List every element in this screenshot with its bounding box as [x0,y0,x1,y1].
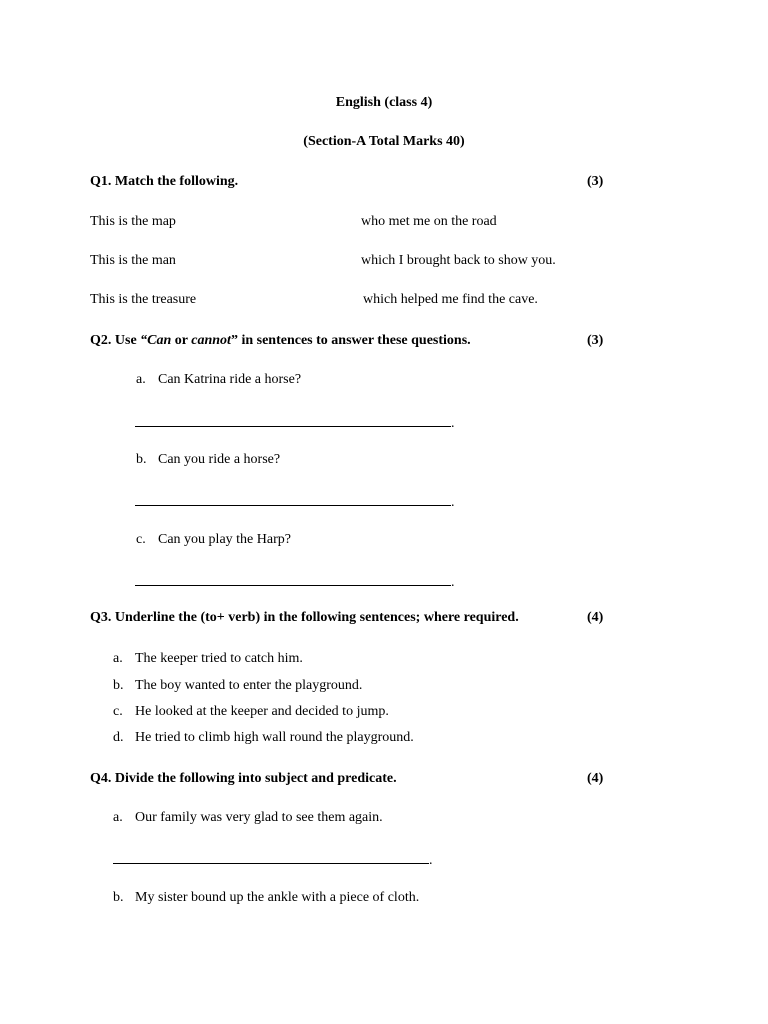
q3-item [113,703,389,721]
q3-item-text: The boy wanted to enter the playground. [135,678,363,693]
q1-marks: (3) [587,174,604,189]
q2-item-text: Can you play the Harp? [158,532,291,547]
answer-end: . [451,495,455,510]
answer-blank[interactable] [135,412,451,427]
q4-item [113,809,383,827]
q2-heading-prefix: Q2. Use [90,333,141,348]
q4-answer-line[interactable] [113,849,433,870]
q3-item [113,650,303,668]
q2-heading-can: “Can [140,333,172,348]
q2-item [136,531,291,549]
q3-item-label: d. [113,730,124,745]
q2-answer-line[interactable] [135,491,455,512]
answer-blank[interactable] [113,849,429,864]
q2-heading-suffix: ” in sentences to answer these questions. [230,333,471,348]
answer-blank[interactable] [135,491,451,506]
q3-heading: Q3. Underline the (to+ verb) in the following sentences; where required. [90,610,519,625]
q4-item-label: b. [113,890,124,905]
q1-left-item: This is the treasure [90,292,197,307]
q3-item [113,677,362,695]
q3-marks: (4) [587,610,604,625]
worksheet-title: English (class 4) [335,95,433,110]
q1-heading: Q1. Match the following. [90,174,239,189]
q1-right-item: who met me on the road [361,214,497,229]
answer-blank[interactable] [135,571,451,586]
q3-item-label: b. [113,678,124,693]
q3-item [113,729,414,747]
q4-item-text: My sister bound up the ankle with a piece of cloth. [135,890,420,905]
q2-item-label: c. [136,532,146,547]
q2-heading [90,332,471,350]
q4-marks: (4) [587,771,604,786]
q2-item [136,371,301,389]
q2-item-label: b. [136,452,147,467]
q4-item-label: a. [113,810,123,825]
q3-item-text: He looked at the keeper and decided to jump. [135,704,389,719]
answer-end: . [451,575,455,590]
q4-item [113,889,419,907]
answer-end: . [451,416,455,431]
q3-item-label: a. [113,651,123,666]
q2-heading-mid: or [171,333,192,348]
q1-right-item: which I brought back to show you. [361,253,556,268]
q2-item [136,451,280,469]
q3-item-label: c. [113,704,123,719]
q1-left-item: This is the map [90,214,176,229]
q1-left-item: This is the man [90,253,176,268]
section-heading: (Section-A Total Marks 40) [303,134,465,149]
q4-item-text: Our family was very glad to see them again. [135,810,383,825]
q2-answer-line[interactable] [135,571,455,592]
q2-heading-cannot: cannot [191,333,231,348]
answer-end: . [429,853,433,868]
q3-item-text: The keeper tried to catch him. [135,651,303,666]
q2-item-text: Can Katrina ride a horse? [158,372,302,387]
q3-item-text: He tried to climb high wall round the playground. [135,730,414,745]
q2-answer-line[interactable] [135,412,455,433]
q4-heading: Q4. Divide the following into subject and predicate. [90,771,397,786]
q2-marks: (3) [587,333,604,348]
q1-right-item: which helped me find the cave. [363,292,538,307]
q2-item-label: a. [136,372,146,387]
q2-item-text: Can you ride a horse? [158,452,281,467]
